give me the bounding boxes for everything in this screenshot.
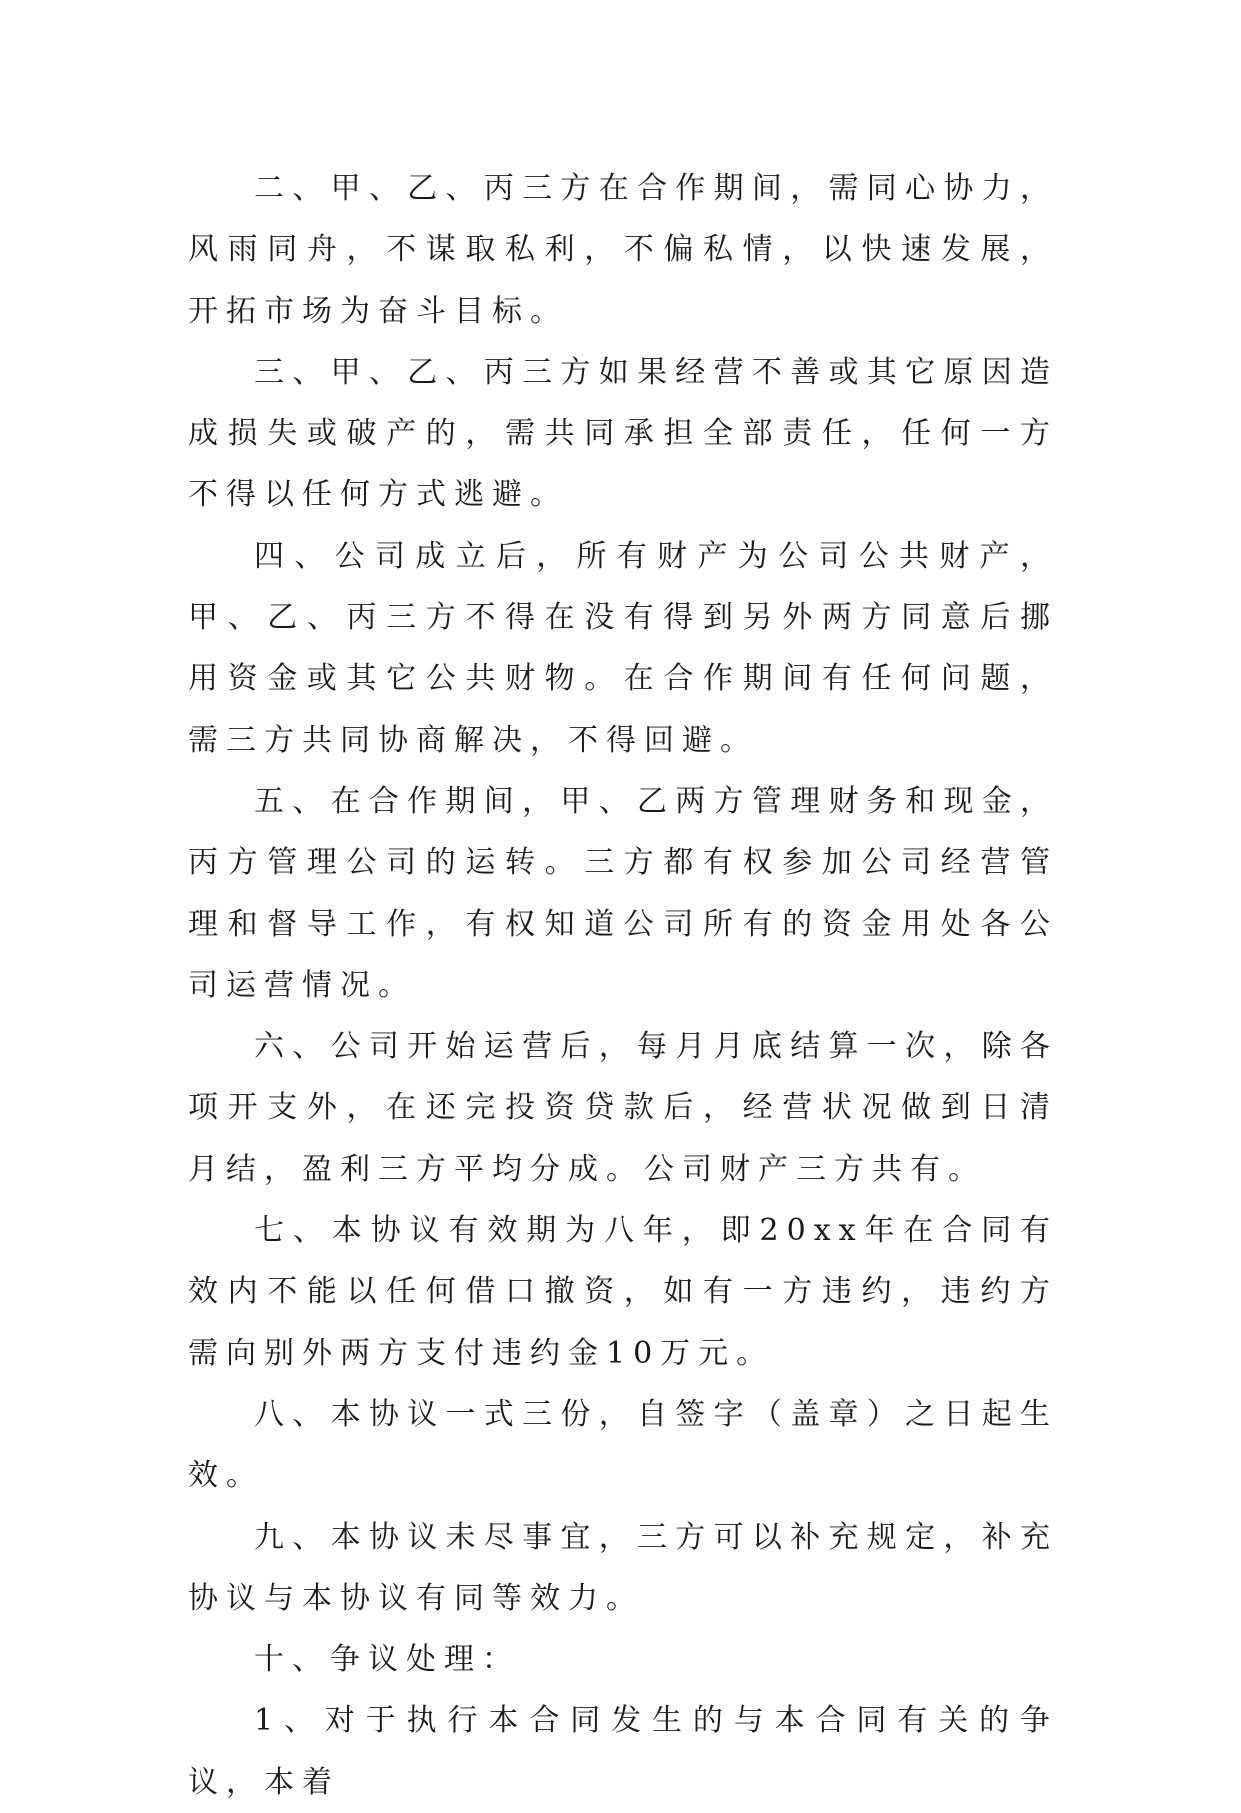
- clause-6: 六、公司开始运营后，每月月底结算一次，除各项开支外，在还完投资贷款后，经营状况做到日清月结，盈利三方平均分成。公司财产三方共有。: [188, 1029, 1058, 1187]
- clause-3: 三、甲、乙、丙三方如果经营不善或其它原因造成损失或破产的，需共同承担全部责任，任何一方不得以任何方式逃避。: [188, 354, 1058, 513]
- clause-7: 七、本协议有效期为八年，即20xx年在合同有效内不能以任何借口撤资，如有一方违约，违约方需向别外两方支付违约金10万元。: [188, 1213, 1058, 1371]
- document-body: [188, 158, 1058, 1813]
- clause-4: 四、公司成立后，所有财产为公司公共财产，甲、乙、丙三方不得在没有得到另外两方同意后挪用资金或其它公共财物。在合作期间有任何问题，需三方共同协商解决，不得回避。: [188, 538, 1058, 758]
- clause-8: 八、本协议一式三份，自签字（盖章）之日起生效。: [188, 1396, 1058, 1494]
- clause-10-heading: 十、争议处理：: [254, 1642, 520, 1678]
- clause-5: 五、在合作期间，甲、乙两方管理财务和现金，丙方管理公司的运转。三方都有权参加公司经营管理和督导工作，有权知道公司所有的资金用处各公司运营情况。: [188, 783, 1058, 1003]
- clause-2: 二、甲、乙、丙三方在合作期间，需同心协力，风雨同舟，不谋取私利，不偏私情，以快速发展，开拓市场为奋斗目标。: [188, 171, 1058, 329]
- clause-9: 九、本协议未尽事宜，三方可以补充规定，补充协议与本协议有同等效力。: [188, 1519, 1058, 1616]
- clause-10-item-1: 1、对于执行本合同发生的与本合同有关的争议，本着: [188, 1703, 1058, 1800]
